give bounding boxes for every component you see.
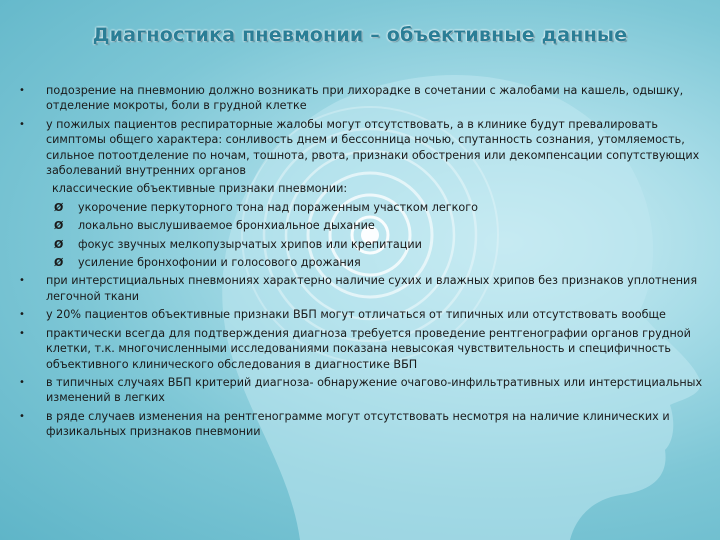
bullet-item: • в ряде случаев изменения на рентгенограмме могут отсутствовать несмотря на наличие клинических и физикальных признаков пневмонии <box>16 409 706 440</box>
bullet-item: • практически всегда для подтверждения диагноза требуется проведение рентгенографии органов грудной клетки, т.к. многочисленными исследованиями показана невысокая чувствительность и специфичность объективного клинического обследования в диагностике ВБП <box>16 326 706 372</box>
bullet-item: • в типичных случаях ВБП критерий диагноза- обнаружение очагово-инфильтративных или интерстициальных изменений в легких <box>16 375 706 406</box>
classic-sign-item <box>16 255 706 270</box>
classic-signs-heading: классические объективные признаки пневмонии: <box>52 182 348 196</box>
arrow-marker-icon: Ø <box>54 200 64 214</box>
slide-body <box>16 83 706 443</box>
classic-sign-item <box>16 200 706 215</box>
bullet-item: • у пожилых пациентов респираторные жалобы могут отсутствовать, а в клинике будут превалировать симптомы общего характера: сонливость днем и бессонница ночью, спутанность сознания, утомляемость, сильное потоотделение по ночам, тошнота, рвота, признаки обострения или декомпенсации сопутствующих заболеваний внутренних органов <box>16 117 706 179</box>
bullet-item: • подозрение на пневмонию должно возникать при лихорадке в сочетании с жалобами на кашель, одышку, отделение мокроты, боли в грудной клетке <box>16 83 706 114</box>
classic-sign-text: укорочение перкуторного тона над пораженным участком легкого <box>78 200 478 214</box>
arrow-marker-icon: Ø <box>54 237 64 251</box>
classic-sign-text: фокус звучных мелкопузырчатых хрипов или крепитации <box>78 237 422 251</box>
bullet-item: • у 20% пациентов объективные признаки ВБП могут отличаться от типичных или отсутствовать вообще <box>16 307 706 322</box>
slide-title: Диагностика пневмонии – объективные данные <box>92 24 628 46</box>
classic-sign-item <box>16 237 706 252</box>
arrow-marker-icon: Ø <box>54 256 64 270</box>
arrow-marker-icon: Ø <box>54 219 64 233</box>
bullet-item: • при интерстициальных пневмониях характерно наличие сухих и влажных хрипов без признаков уплотнения легочной ткани <box>16 273 706 304</box>
classic-sign-item <box>16 218 706 233</box>
classic-sign-text: усиление бронхофонии и голосового дрожания <box>78 256 361 270</box>
classic-sign-text: локально выслушиваемое бронхиальное дыхание <box>78 219 375 233</box>
